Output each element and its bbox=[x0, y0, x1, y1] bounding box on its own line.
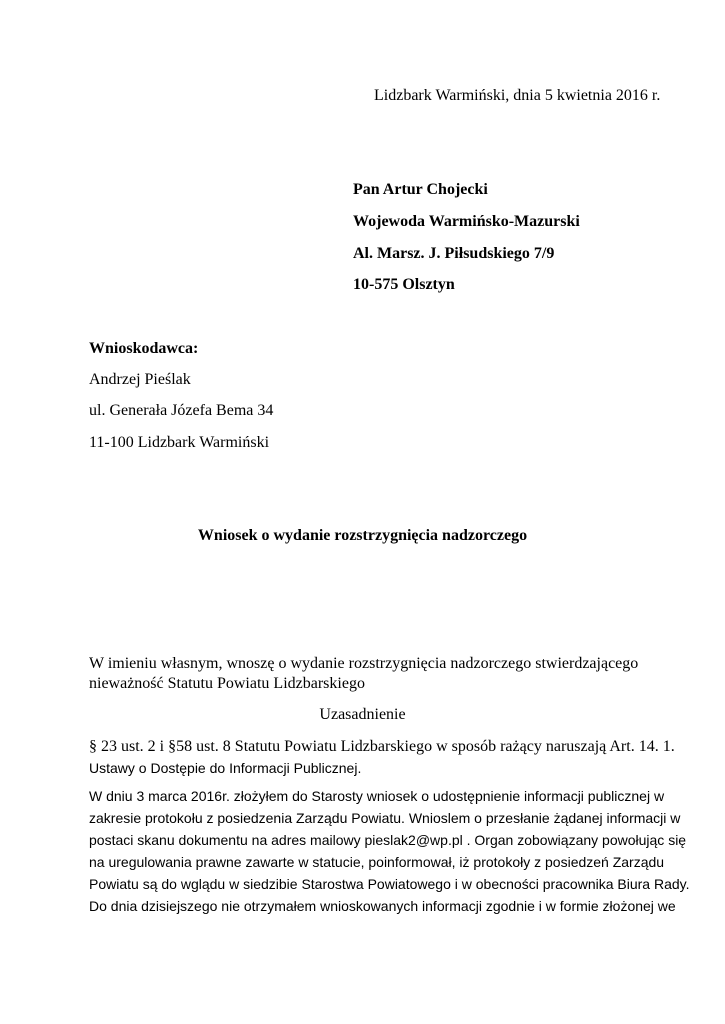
justification-line-2: Ustawy o Dostępie do Informacji Publicznej. bbox=[89, 760, 362, 776]
place-date: Lidzbark Warmiński, dnia 5 kwietnia 2016 r. bbox=[374, 87, 661, 104]
body-line: na uregulowania prawne zawarte w statucie, poinformował, iż protokoły z posiedzeń Zarządu bbox=[89, 854, 665, 870]
body-line: Powiatu są do wglądu w siedzibie Starostwa Powiatowego i w obecności pracownika Biura Rady. bbox=[89, 876, 690, 892]
recipient-title: Wojewoda Warmińsko-Mazurski bbox=[353, 213, 580, 230]
document-subject: Wniosek o wydanie rozstrzygnięcia nadzorczego bbox=[197, 527, 528, 544]
justification-heading: Uzasadnienie bbox=[319, 706, 406, 723]
applicant-street: ul. Generała Józefa Bema 34 bbox=[89, 402, 274, 419]
recipient-city: 10-575 Olsztyn bbox=[353, 276, 455, 293]
applicant-label: Wnioskodawca: bbox=[89, 340, 199, 357]
body-paragraph bbox=[89, 785, 690, 917]
justification-line-1: § 23 ust. 2 i §58 ust. 8 Statutu Powiatu Lidzbarskiego w sposób rażący naruszają Art. 14. 1. bbox=[89, 738, 675, 755]
applicant-name: Andrzej Pieślak bbox=[89, 371, 191, 388]
applicant-city: 11-100 Lidzbark Warmiński bbox=[89, 434, 270, 451]
recipient-street: Al. Marsz. J. Piłsudskiego 7/9 bbox=[353, 245, 555, 262]
request-paragraph bbox=[89, 654, 649, 694]
request-line: W imieniu własnym, wnoszę o wydanie rozstrzygnięcia nadzorczego stwierdzającego bbox=[89, 655, 639, 672]
body-line: Do dnia dzisiejszego nie otrzymałem wnioskowanych informacji zgodnie i w formie złożonej we bbox=[89, 898, 676, 914]
recipient-name: Pan Artur Chojecki bbox=[353, 181, 488, 198]
body-line: W dniu 3 marca 2016r. złożyłem do Starosty wniosek o udostępnienie informacji publicznej w bbox=[89, 788, 665, 804]
request-line: nieważność Statutu Powiatu Lidzbarskiego bbox=[89, 675, 365, 692]
body-line: zakresie protokołu z posiedzenia Zarządu Powiatu. Wnioslem o przesłanie żądanej informacji w bbox=[89, 810, 681, 826]
body-line: postaci skanu dokumentu na adres mailowy pieslak2@wp.pl . Organ zobowiązany powołując się bbox=[89, 832, 687, 848]
